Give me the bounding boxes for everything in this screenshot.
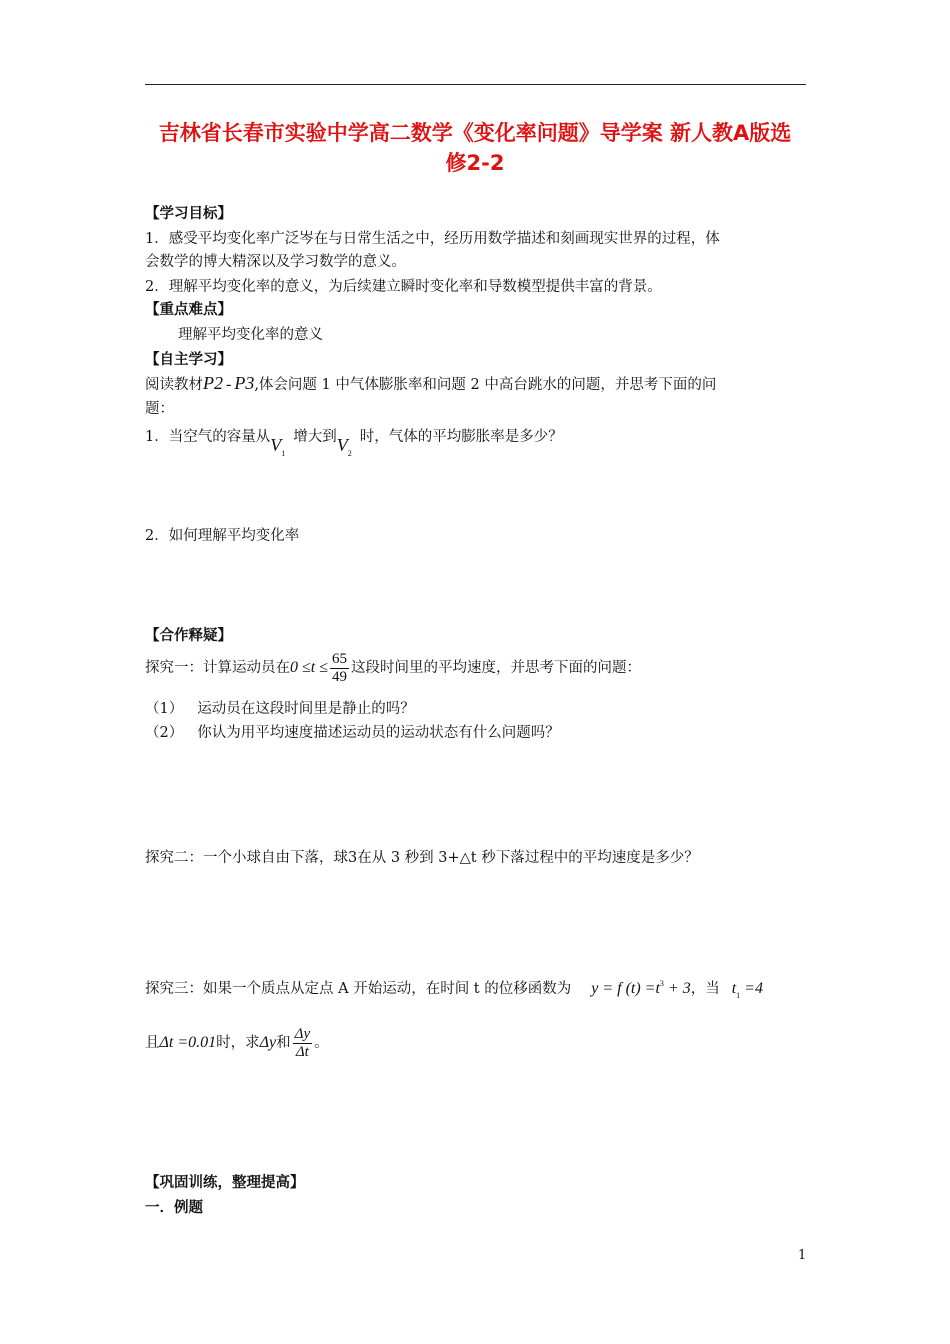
time-increment: Δt =0.01 — [159, 1034, 217, 1051]
question-1 — [145, 426, 563, 465]
volume-v2: $V_2$ — [336, 435, 352, 458]
examples-heading: 一．例题 — [145, 1200, 203, 1216]
reading-instruction — [145, 372, 716, 396]
explore-1-suffix: 这段时间里的平均速度，并思考下面的问题： — [351, 660, 642, 676]
sub-question-2-text: 你认为用平均速度描述运动员的运动状态有什么问题吗？ — [197, 725, 560, 741]
question-2: 2．如何理解平均变化率 — [145, 528, 300, 544]
consolidate-heading: 【巩固训练，整理提高】 — [145, 1175, 305, 1191]
explore-1-fraction: $\frac{65}{49}$ — [332, 650, 348, 685]
reading-prefix: 阅读教材 — [145, 377, 203, 393]
delta-ratio-fraction: $\frac{\Delta y}{\Delta t}$ — [294, 1025, 311, 1060]
displacement-function: y = f $(t) =t^3 + 3$ — [591, 979, 691, 997]
explore-3-line-2-prefix: 且 — [145, 1035, 160, 1051]
title-line-2: 修2-2 — [445, 151, 505, 175]
explore-3-when: ，当 — [690, 981, 720, 997]
cooperation-heading: 【合作释疑】 — [145, 628, 232, 644]
question-1-prefix: 1．当空气的容量从 — [145, 429, 271, 445]
question-1-mid: 增大到 — [293, 429, 337, 445]
explore-3-end: 。 — [314, 1035, 329, 1051]
goals-heading: 【学习目标】 — [145, 206, 232, 222]
explore-3-and: 和 — [276, 1035, 291, 1051]
sub-question-2 — [145, 722, 560, 744]
document-title — [140, 118, 810, 178]
explore-1 — [145, 650, 641, 686]
sub-question-1 — [145, 698, 415, 720]
reading-page-b: P3 — [234, 373, 255, 393]
explore-1-prefix: 探究一：计算运动员在 — [145, 660, 290, 676]
volume-v1: $V_1$ — [270, 435, 286, 458]
key-points-heading: 【重点难点】 — [145, 302, 232, 318]
reading-line-2: 题： — [145, 401, 174, 417]
explore-3-prefix: 探究三：如果一个质点从定点 A 开始运动，在时间 t 的位移函数为 — [145, 981, 572, 997]
goal-2: 2．理解平均变化率的意义，为后续建立瞬时变化率和导数模型提供丰富的背景。 — [145, 279, 662, 295]
title-line-1: 吉林省长春市实验中学高二数学《变化率问题》导学案 新人教A版选 — [158, 121, 792, 145]
header-rule — [145, 84, 806, 85]
goal-1-line-2: 会数学的博大精深以及学习数学的意义。 — [145, 254, 406, 270]
sub-question-1-label: （1） — [145, 701, 184, 717]
reading-page-a: P2 — [203, 373, 223, 393]
sub-question-1-text: 运动员在这段时间里是静止的吗？ — [197, 701, 415, 717]
explore-1-inequality: 0 ≤t ≤ — [290, 659, 329, 676]
goal-1-line-1: 1．感受平均变化率广泛岑在与日常生活之中，经历用数学描述和刻画现实世界的过程，体 — [145, 231, 720, 247]
page-number: 1 — [798, 1248, 807, 1263]
delta-y: Δy — [259, 1034, 277, 1051]
sub-question-2-label: （2） — [145, 725, 184, 741]
reading-suffix: ,体会问题 1 中气体膨胀率和问题 2 中高台跳水的问题，并思考下面的问 — [254, 377, 717, 393]
key-points-text: 理解平均变化率的意义 — [178, 327, 323, 343]
reading-dash: - — [226, 376, 232, 393]
explore-3 — [145, 970, 763, 1010]
explore-3-line-2 — [145, 1025, 329, 1061]
explore-3-when-2: 时，求 — [216, 1035, 260, 1051]
initial-time: $t_1 =4$ — [731, 980, 763, 1000]
explore-2: 探究二：一个小球自由下落，球3在从 3 秒到 3+△t 秒下落过程中的平均速度是多少？ — [145, 850, 699, 866]
question-1-suffix: 时，气体的平均膨胀率是多少？ — [359, 429, 563, 445]
self-study-heading: 【自主学习】 — [145, 352, 232, 368]
